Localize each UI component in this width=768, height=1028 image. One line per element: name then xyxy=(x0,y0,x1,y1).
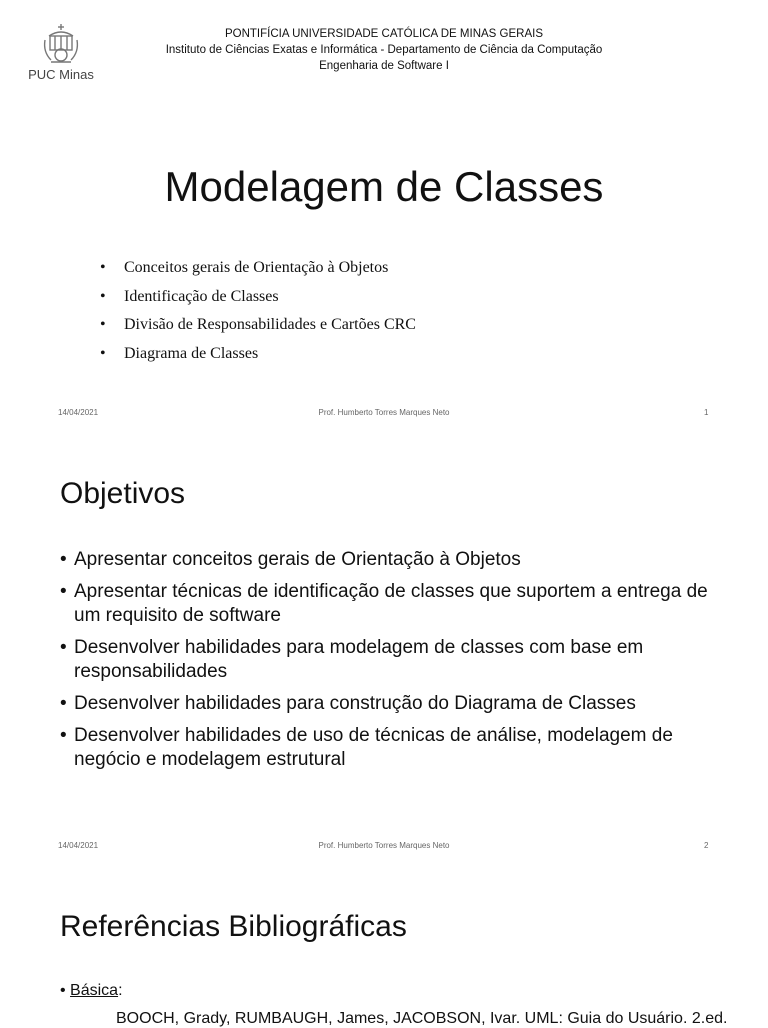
slide-2-title: Objetivos xyxy=(60,477,186,510)
slide-1-author: Prof. Humberto Torres Marques Neto xyxy=(318,408,450,417)
puc-minas-logo xyxy=(24,22,98,82)
slide-2-author: Prof. Humberto Torres Marques Neto xyxy=(318,841,450,850)
university-name: PONTIFÍCIA UNIVERSIDADE CATÓLICA DE MINAS GERAIS xyxy=(224,28,543,40)
bullet-item: • Divisão de Responsabilidades e Cartões CRC xyxy=(100,313,416,342)
bullet-item: • Identificação de Classes xyxy=(100,285,416,314)
slide-2-date: 14/04/2021 xyxy=(58,841,99,850)
basic-references-label: • Básica: xyxy=(60,982,123,999)
slide-1-bullets xyxy=(100,256,416,370)
basic-label: Básica xyxy=(70,982,119,999)
bullet-item: • Apresentar técnicas de identificação de classes que suportem a entrega de um requisito de software xyxy=(60,580,720,628)
course-name: Engenharia de Software I xyxy=(319,60,449,72)
slide-1-page-number: 1 xyxy=(704,408,709,417)
bullet-item: • Apresentar conceitos gerais de Orientação à Objetos xyxy=(60,548,720,572)
bullet-item: • Diagrama de Classes xyxy=(100,342,416,371)
institute-name: Instituto de Ciências Exatas e Informática - Departamento de Ciência da Computação xyxy=(165,44,603,56)
bullet-item: • Desenvolver habilidades de uso de técnicas de análise, modelagem de negócio e modelagem estrutural xyxy=(60,724,720,772)
slide-1-date: 14/04/2021 xyxy=(58,408,99,417)
slide-2-page-number: 2 xyxy=(704,841,709,850)
bullet-item: • Desenvolver habilidades para construção do Diagrama de Classes xyxy=(60,692,720,716)
reference-entry: BOOCH, Grady, RUMBAUGH, James, JACOBSON, Ivar. UML: Guia do Usuário. 2.ed. xyxy=(116,1010,728,1027)
crest-icon xyxy=(41,22,81,66)
slide-3-title: Referências Bibliográficas xyxy=(60,910,407,943)
logo-text: PUC Minas xyxy=(28,67,94,82)
slide-1-title: Modelagem de Classes xyxy=(164,163,604,210)
slide-2-bullets xyxy=(60,548,720,780)
institution-header xyxy=(110,26,658,74)
bullet-item: • Desenvolver habilidades para modelagem de classes com base em responsabilidades xyxy=(60,636,720,684)
bullet-item: • Conceitos gerais de Orientação à Objetos xyxy=(100,256,416,285)
